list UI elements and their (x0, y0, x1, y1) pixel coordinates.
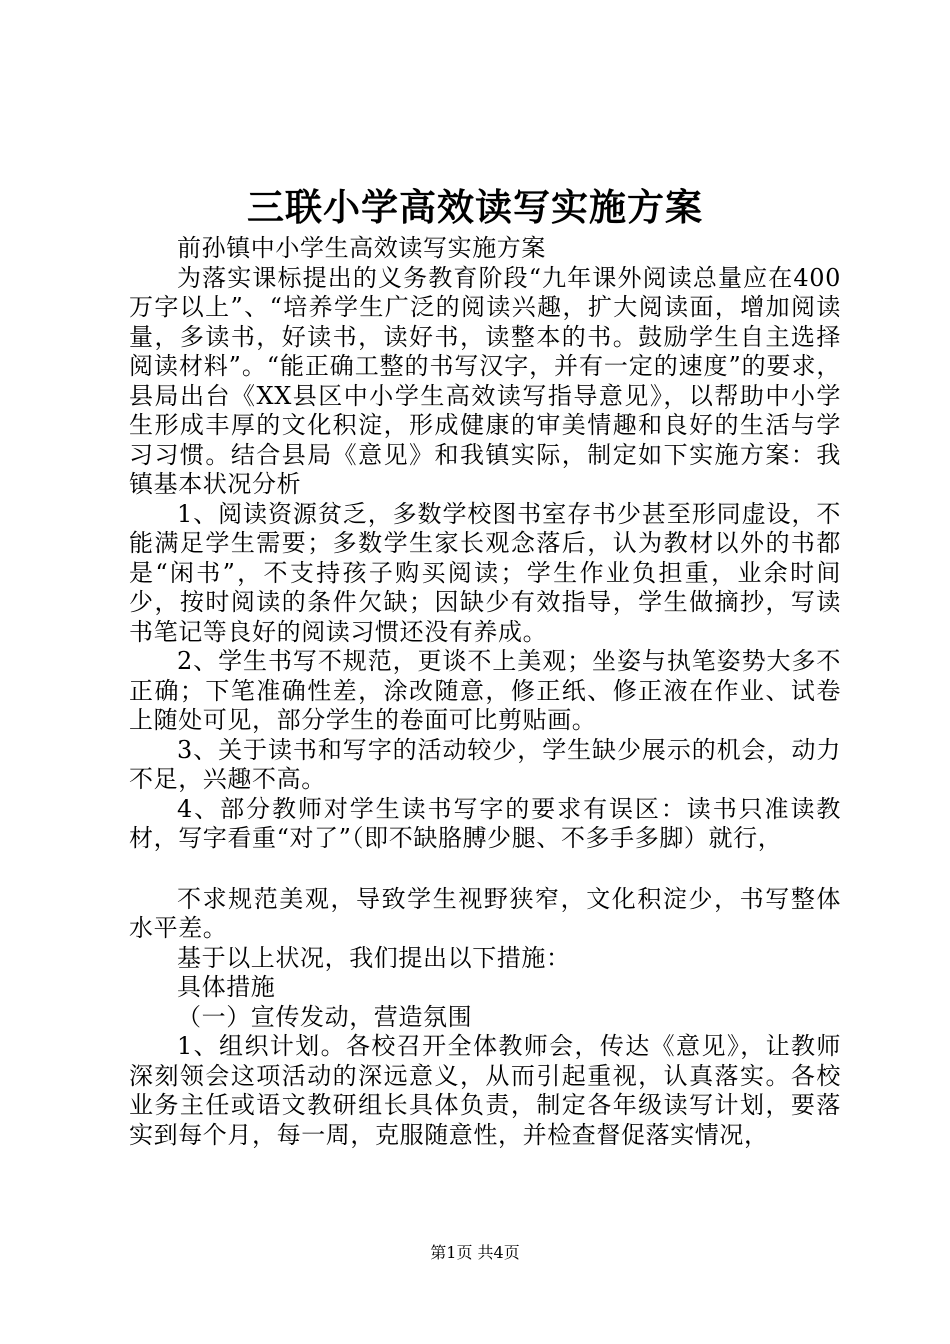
paragraph: 3、关于读书和写字的活动较少，学生缺少展示的机会，动力不足，兴趣不高。 (129, 735, 841, 793)
paragraph: 1、组织计划。各校召开全体教师会，传达《意见》，让教师深刻领会这项活动的深远意义，从而引起重视，认真落实。各校业务主任或语文教研组长具体负责，制定各年级读写计划，要落实到每个月，每一周，克服随意性，并检查督促落实情况， (129, 1032, 841, 1149)
paragraph: （一）宣传发动，营造氛围 (177, 1002, 473, 1031)
paragraph: 基于以上状况，我们提出以下措施： (177, 943, 571, 972)
paragraph: 前孙镇中小学生高效读写实施方案 (177, 234, 546, 262)
paragraph: 具体措施 (177, 973, 276, 1001)
paragraph: 为落实课标提出的义务教育阶段“九年课外阅读总量应在400万字以上”、“培养学生广泛的阅读兴趣，扩大阅读面，增加阅读量，多读书，好读书，读好书，读整本的书。鼓励学生自主选择阅读材料”。“能正确工整的书写汉字，并有一定的速度”的要求，县局出台《XX县区中小学生高效读写指导意见》，以帮助中小学生形成丰厚的文化积淀，形成健康的审美情趣和良好的生活与学习习惯。结合县局《意见》和我镇实际，制定如下实施方案：我镇基本状况分析 (129, 263, 841, 498)
document-body (129, 234, 841, 1150)
paragraph: 4、部分教师对学生读书写字的要求有误区：读书只准读教材，写字看重“对了”（即不缺胳膊少腿、不多手多脚）就行， (129, 794, 841, 852)
document-title: 三联小学高效读写实施方案 (247, 185, 703, 229)
paragraph: 不求规范美观，导致学生视野狭窄，文化积淀少，书写整体水平差。 (129, 884, 841, 942)
page-footer: 第1页 共4页 (430, 1243, 520, 1262)
paragraph: 1、阅读资源贫乏，多数学校图书室存书少甚至形同虚设，不能满足学生需要；多数学生家长观念落后，认为教材以外的书都是“闲书”，不支持孩子购买阅读；学生作业负担重，业余时间少，按时阅读的条件欠缺；因缺少有效指导，学生做摘抄，写读书笔记等良好的阅读习惯还没有养成。 (129, 499, 841, 646)
paragraph: 2、学生书写不规范，更谈不上美观；坐姿与执笔姿势大多不正确；下笔准确性差，涂改随意，修正纸、修正液在作业、试卷上随处可见，部分学生的卷面可比剪贴画。 (129, 647, 841, 734)
